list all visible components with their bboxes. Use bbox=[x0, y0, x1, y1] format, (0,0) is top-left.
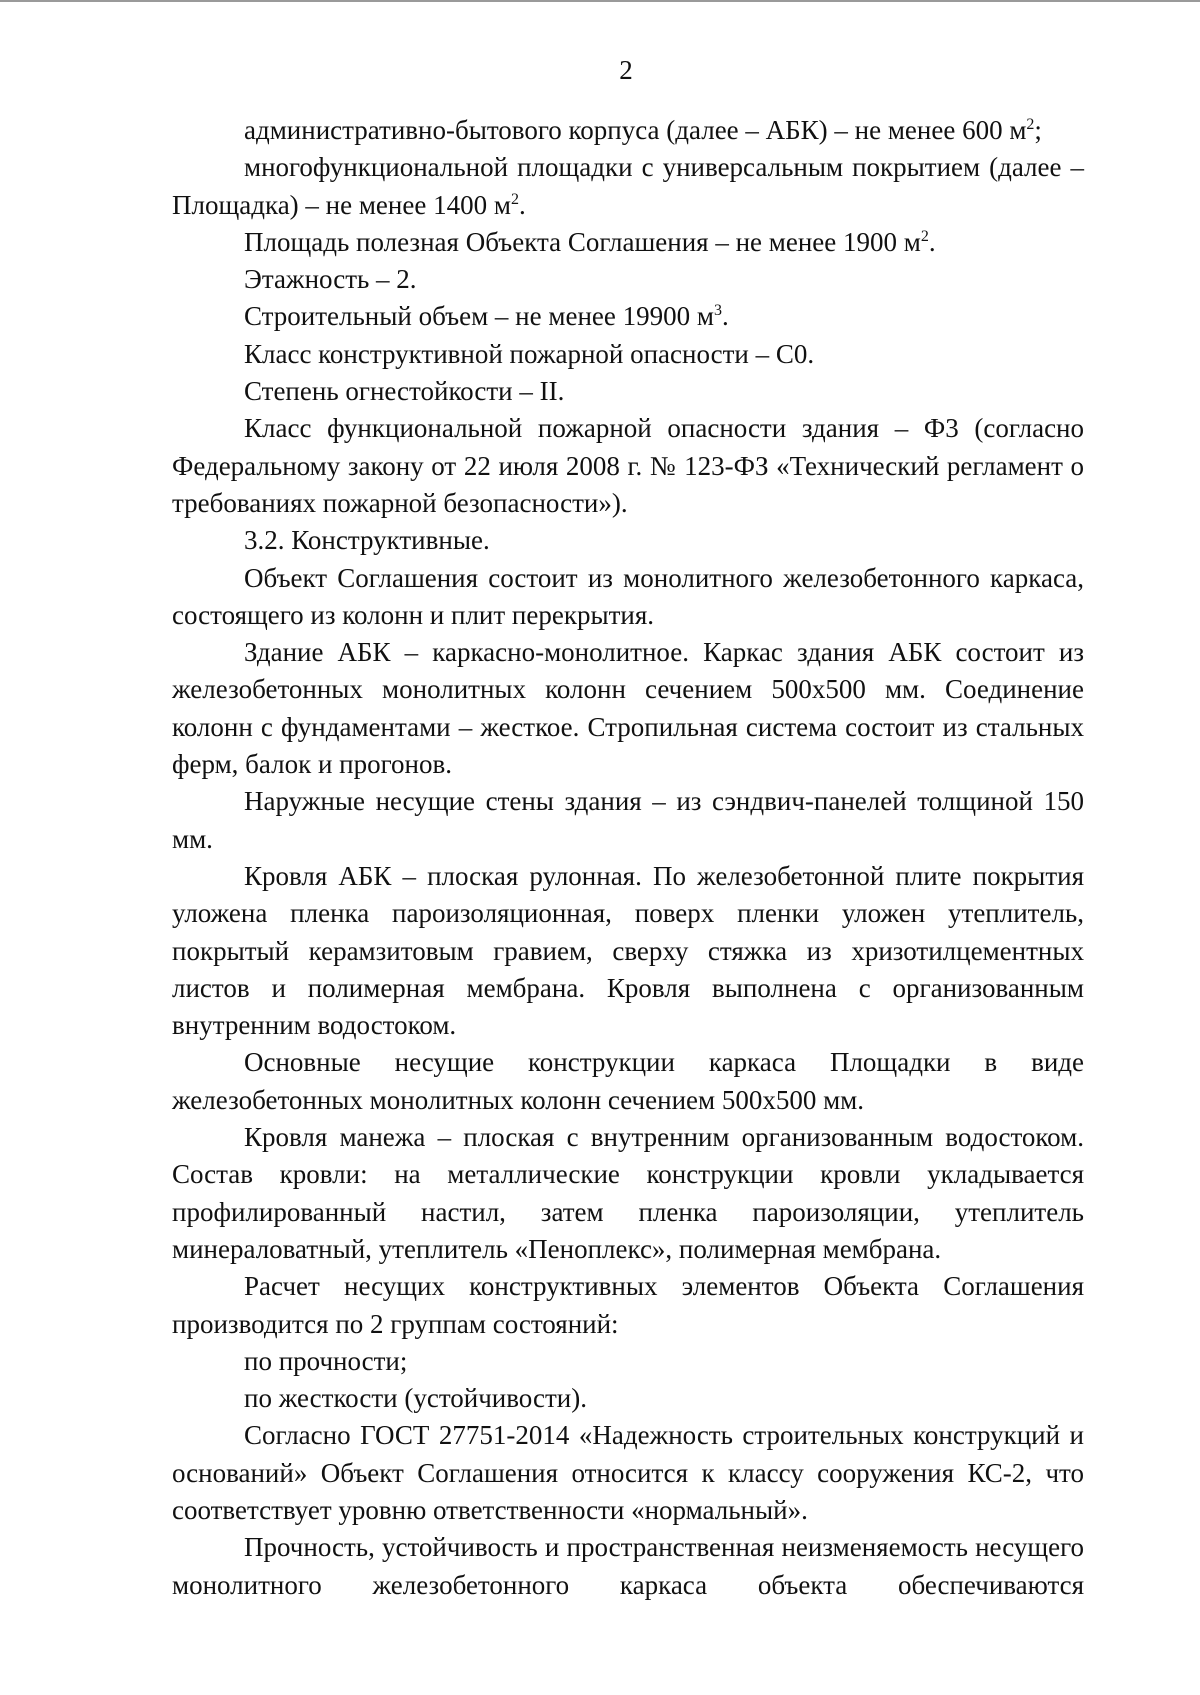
paragraph-tail: . bbox=[518, 189, 526, 220]
paragraph-fire-class: Класс конструктивной пожарной опасности – С0. bbox=[244, 338, 815, 369]
list-item-stiffness: по жесткости (устойчивости). bbox=[244, 1383, 587, 1414]
paragraph-text: Строительный объем – не менее 19900 м bbox=[244, 301, 714, 332]
paragraph-gost: Согласно ГОСТ 27751-2014 «Надежность строительных конструкций и оснований» Объект Соглашения относится к классу сооружения КС-2, что соответствует уровню ответственности «нормальный». bbox=[172, 1420, 1084, 1525]
paragraph-text: Площадь полезная Объекта Соглашения – не менее 1900 м bbox=[244, 226, 921, 257]
paragraph-abk-roof: Кровля АБК – плоская рулонная. По железобетонной плите покрытия уложена пленка пароизоляционная, поверх пленки уложен утеплитель, покрытый керамзитовым гравием, сверху стяжка из хризотилцементных листов и полимерная мембрана. Кровля выполнена с организованным внутренним водостоком. bbox=[172, 860, 1084, 1041]
paragraph-text: многофункциональной площадки с универсальным покрытием (далее – Площадка) – не менее 1400 м bbox=[172, 152, 1084, 220]
paragraph-tail: . bbox=[928, 226, 936, 257]
paragraph-calculation: Расчет несущих конструктивных элементов Объекта Соглашения производится по 2 группам состояний: bbox=[172, 1271, 1084, 1339]
paragraph-functional-fire-class: Класс функциональной пожарной опасности здания – Ф3 (согласно Федеральному закону от 22 июля 2008 г. № 123-ФЗ «Технический регламент о требованиях пожарной безопасности»). bbox=[172, 413, 1084, 518]
paragraph-fire-resistance: Степень огнестойкости – II. bbox=[244, 376, 565, 407]
paragraph-text: административно-бытового корпуса (далее – АБК) – не менее 600 м bbox=[244, 115, 1027, 145]
section-heading-structural: 3.2. Конструктивные. bbox=[244, 525, 490, 556]
paragraph-useful-area bbox=[172, 224, 1084, 261]
list-item-strength: по прочности; bbox=[244, 1345, 408, 1376]
paragraph-frame: Объект Соглашения состоит из монолитного железобетонного каркаса, состоящего из колонн и плит перекрытия. bbox=[172, 562, 1084, 630]
paragraph-stability: Прочность, устойчивость и пространственная неизменяемость несущего монолитного железобетонного каркаса объекта обеспечиваются bbox=[172, 1532, 1084, 1600]
superscript: 2 bbox=[1026, 116, 1035, 133]
paragraph-tail: ; bbox=[1034, 115, 1042, 145]
paragraph-floors: Этажность – 2. bbox=[244, 264, 417, 295]
page-top-edge bbox=[0, 0, 1200, 2]
page-number: 2 bbox=[619, 55, 633, 85]
paragraph-abk-area bbox=[172, 112, 1084, 149]
paragraph-volume bbox=[172, 298, 1084, 335]
paragraph-abk-building: Здание АБК – каркасно-монолитное. Каркас здания АБК состоит из железобетонных монолитных колонн сечением 500х500 мм. Соединение колонн с фундаментами – жесткое. Стропильная система состоит из стальных ферм, балок и прогонов. bbox=[172, 637, 1084, 780]
superscript: 3 bbox=[713, 302, 722, 320]
paragraph-platform-area bbox=[172, 149, 1084, 224]
paragraph-tail: . bbox=[721, 301, 729, 332]
document-body bbox=[172, 112, 1084, 1604]
paragraph-platform-structure: Основные несущие конструкции каркаса Площадки в виде железобетонных монолитных колонн сечением 500х500 мм. bbox=[172, 1047, 1084, 1115]
superscript: 2 bbox=[510, 190, 519, 208]
paragraph-walls: Наружные несущие стены здания – из сэндвич-панелей толщиной 150 мм. bbox=[172, 786, 1084, 854]
paragraph-arena-roof: Кровля манежа – плоская с внутренним организованным водостоком. Состав кровли: на металлические конструкции кровли укладывается профилированный настил, затем пленка пароизоляции, утеплитель минераловатный, утеплитель «Пеноплекс», полимерная мембрана. bbox=[172, 1122, 1084, 1264]
superscript: 2 bbox=[920, 227, 929, 245]
